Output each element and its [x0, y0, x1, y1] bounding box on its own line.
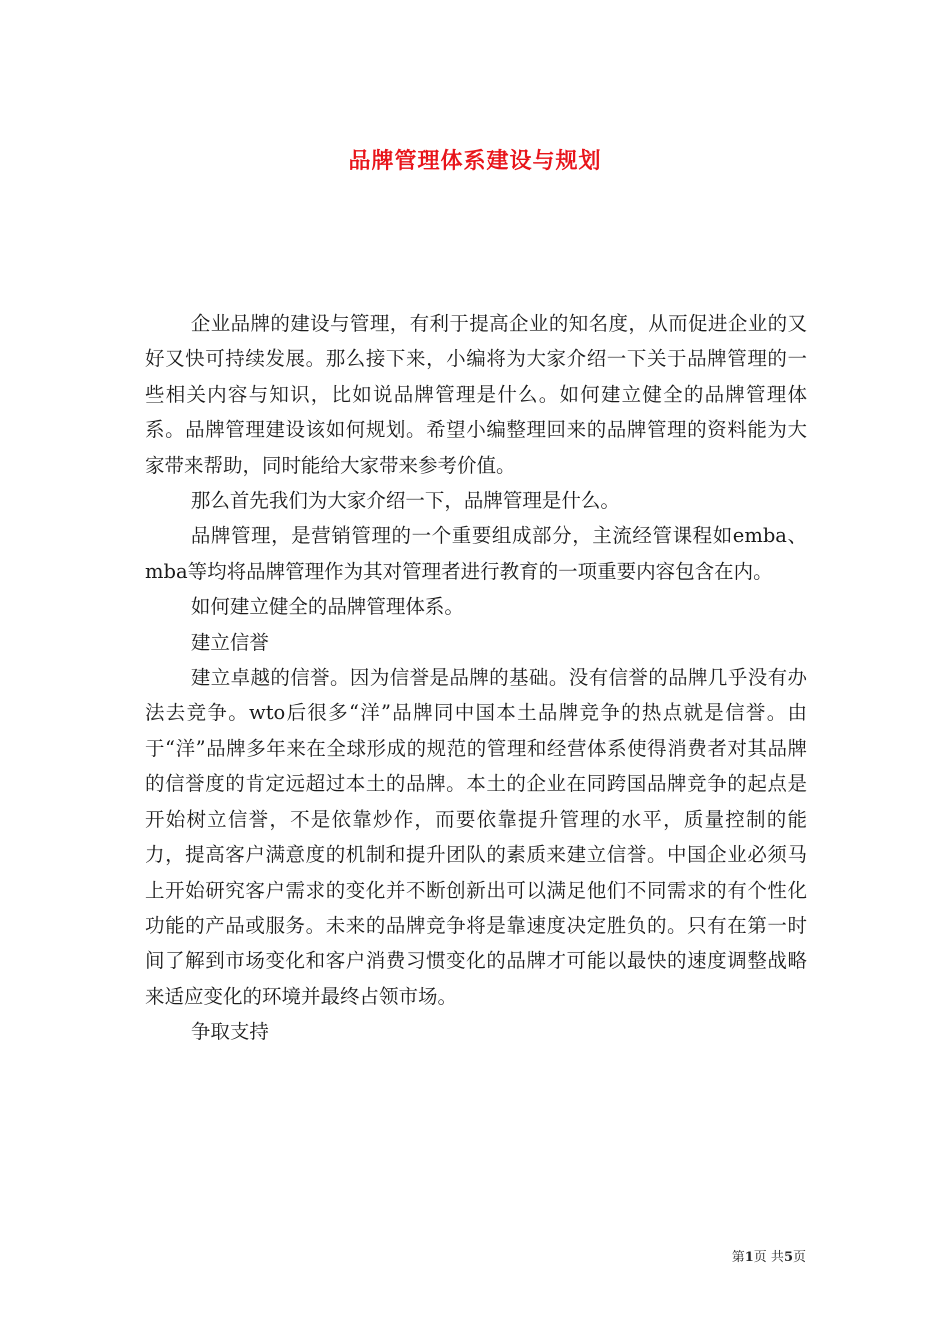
current-page-number: 1: [744, 1250, 754, 1265]
paragraph-what-is: 那么首先我们为大家介绍一下，品牌管理是什么。: [190, 489, 620, 513]
section-heading-support: 争取支持: [190, 1020, 269, 1044]
paragraph-how-to-build: 如何建立健全的品牌管理体系。: [190, 595, 464, 619]
section-heading-reputation: 建立信誉: [190, 630, 269, 654]
document-title: 品牌管理体系建设与规划: [348, 147, 602, 174]
footer-suffix: 页: [792, 1250, 806, 1265]
total-pages-number: 5: [783, 1250, 793, 1265]
paragraph-reputation: 建立卓越的信誉。因为信誉是品牌的基础。没有信誉的品牌几乎没有办法去竞争。wto后很多“洋”品牌同中国本土品牌竞争的热点就是信誉。由于“洋”品牌多年来在全球形成的规范的管理和经营体系使得消费者对其品牌的信誉度的肯定远超过本土的品牌。本土的企业在同跨国品牌竞争的起点是开始树立信誉，不是依靠炒作，而要依靠提升管理的水平，质量控制的能力，提高客户满意度的机制和提升团队的素质来建立信誉。中国企业必须马上开始研究客户需求的变化并不断创新出可以满足他们不同需求的有个性化功能的产品或服务。未来的品牌竞争将是靠速度决定胜负的。只有在第一时间了解到市场变化和客户消费习惯变化的品牌才可能以最快的速度调整战略来适应变化的环境并最终占领市场。: [145, 666, 807, 1008]
page-footer: [732, 1249, 806, 1267]
paragraph-definition: 品牌管理，是营销管理的一个重要组成部分，主流经管课程如emba、mba等均将品牌管理作为其对管理者进行教育的一项重要内容包含在内。: [145, 524, 807, 583]
paragraph-intro: 企业品牌的建设与管理，有利于提高企业的知名度，从而促进企业的又好又快可持续发展。那么接下来，小编将为大家介绍一下关于品牌管理的一些相关内容与知识，比如说品牌管理是什么。如何建立健全的品牌管理体系。品牌管理建设该如何规划。希望小编整理回来的品牌管理的资料能为大家带来帮助，同时能给大家带来参考价值。: [145, 312, 807, 477]
document-body: [145, 306, 807, 1050]
footer-prefix: 第: [731, 1250, 745, 1265]
footer-middle: 页 共: [753, 1250, 784, 1265]
